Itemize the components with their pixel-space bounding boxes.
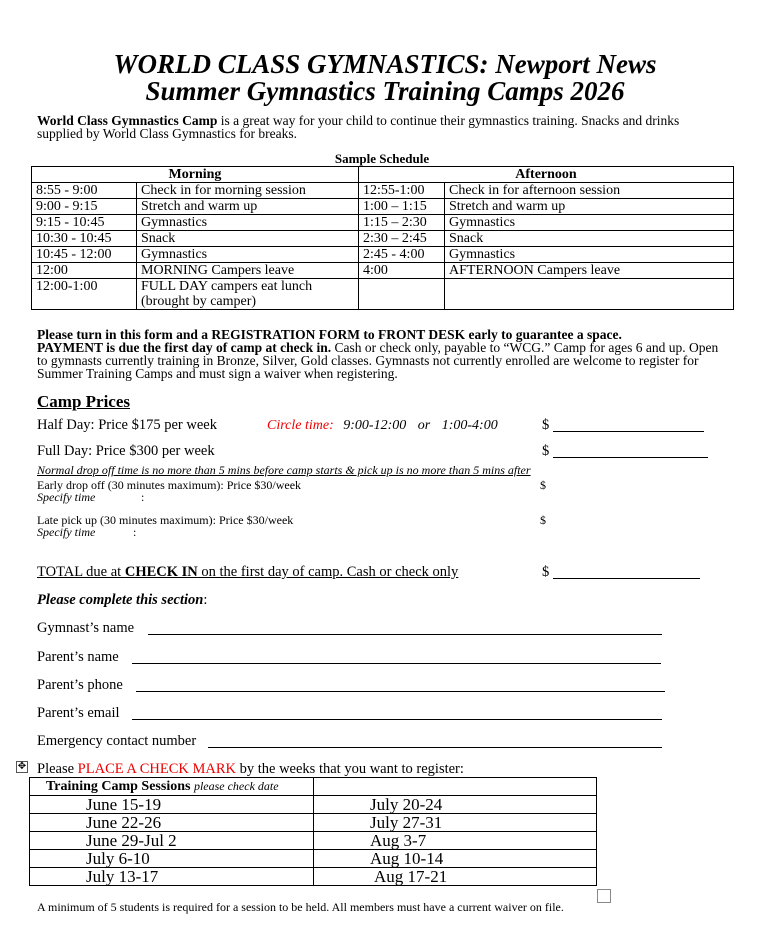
morning-time: 8:55 - 9:00 xyxy=(32,183,137,199)
full-day-price: Full Day: Price $300 per week xyxy=(37,443,215,459)
circle-or: or xyxy=(417,418,431,433)
morning-activity: MORNING Campers leave xyxy=(137,263,359,279)
afternoon-activity: Snack xyxy=(445,231,734,247)
schedule-title: Sample Schedule xyxy=(334,151,430,166)
week-option[interactable]: July 20-24 xyxy=(314,796,597,814)
afternoon-activity: Gymnastics xyxy=(445,247,734,263)
intro-text: is a great way for your child to continue their gymnastics training. Snacks and drinks supplied by World Class Gymnastics for breaks. xyxy=(37,113,680,141)
notice-bold-1: Please turn in this form and a REGISTRATION FORM to FRONT DESK early to guarantee a space. xyxy=(37,327,622,342)
dollar-sign: $ xyxy=(542,443,550,459)
total-post: on the first day of camp. Cash or check only xyxy=(197,564,459,580)
lunch-time: 12:00-1:00 xyxy=(32,279,137,310)
emergency-contact-label: Emergency contact number xyxy=(37,733,197,749)
sessions-header: Training Camp Sessions please check date xyxy=(30,778,314,796)
dollar-sign: $ xyxy=(542,564,550,580)
registration-notice xyxy=(37,328,732,380)
afternoon-time: 1:00 – 1:15 xyxy=(359,199,445,215)
page-subtitle: Summer Gymnastics Training Camps 2026 xyxy=(145,76,625,106)
afternoon-activity: Check in for afternoon session xyxy=(445,183,734,199)
table-row xyxy=(30,796,597,814)
circle-time-label: Circle time: xyxy=(267,418,334,433)
dollar-sign: $ xyxy=(540,513,546,527)
table-move-handle-icon[interactable]: ✥ xyxy=(17,761,27,772)
table-row xyxy=(32,183,734,199)
morning-activity: Stretch and warm up xyxy=(137,199,359,215)
circle-time xyxy=(267,418,498,434)
afternoon-time: 4:00 xyxy=(359,263,445,279)
morning-header: Morning xyxy=(32,167,359,183)
total-pre: TOTAL due at xyxy=(37,564,125,580)
early-dropoff-price: Early drop off (30 minutes maximum): Price $30/week xyxy=(37,478,302,492)
dollar-sign: $ xyxy=(542,417,550,433)
early-specify-time: Specify time xyxy=(37,490,96,504)
table-row xyxy=(30,850,597,868)
afternoon-activity: Gymnastics xyxy=(445,215,734,231)
week-option[interactable]: June 15-19 xyxy=(30,796,314,814)
late-time-colon[interactable]: : xyxy=(133,525,137,539)
afternoon-activity: Stretch and warm up xyxy=(445,199,734,215)
week-option[interactable]: July 13-17 xyxy=(30,868,314,886)
half-day-amount-field[interactable] xyxy=(553,431,704,432)
table-row xyxy=(32,215,734,231)
footer-note: A minimum of 5 students is required for a session to be held. All members must have a current waiver on file. xyxy=(37,900,564,914)
table-row xyxy=(32,199,734,215)
week-option[interactable]: June 22-26 xyxy=(30,814,314,832)
circle-option-afternoon[interactable]: 1:00-4:00 xyxy=(441,418,498,433)
table-row xyxy=(32,263,734,279)
parent-email-field[interactable] xyxy=(132,719,662,720)
intro-bold: World Class Gymnastics Camp xyxy=(37,113,218,128)
morning-time: 9:15 - 10:45 xyxy=(32,215,137,231)
afternoon-time: 2:30 – 2:45 xyxy=(359,231,445,247)
afternoon-time: 1:15 – 2:30 xyxy=(359,215,445,231)
notice-bold-2: PAYMENT is due the first day of camp at check in. xyxy=(37,340,332,355)
complete-section-heading: Please complete this section: xyxy=(37,592,208,608)
afternoon-header: Afternoon xyxy=(359,167,734,183)
morning-time: 10:45 - 12:00 xyxy=(32,247,137,263)
dollar-sign: $ xyxy=(540,478,546,492)
week-option[interactable]: July 27-31 xyxy=(314,814,597,832)
table-row xyxy=(32,279,734,310)
gymnast-name-field[interactable] xyxy=(148,634,662,635)
table-row xyxy=(30,814,597,832)
schedule-table xyxy=(31,166,734,310)
notice-text: Cash or check only, payable to “WCG.” Camp for ages 6 and up. Open to gymnasts currently training in Bronze, Silver, Gold classes. Gymnasts not currently enrolled are welcome to register for Summer Training Camps and must sign a waiver when registering. xyxy=(37,340,719,381)
table-row xyxy=(30,832,597,850)
morning-activity: Check in for morning session xyxy=(137,183,359,199)
half-day-price: Half Day: Price $175 per week xyxy=(37,417,217,433)
emergency-contact-field[interactable] xyxy=(208,747,662,748)
intro-paragraph xyxy=(37,114,727,140)
week-option[interactable]: July 6-10 xyxy=(30,850,314,868)
morning-activity: Snack xyxy=(137,231,359,247)
parent-name-field[interactable] xyxy=(132,663,661,664)
late-pickup-price: Late pick up (30 minutes maximum): Price $30/week xyxy=(37,513,294,527)
week-option[interactable]: June 29-Jul 2 xyxy=(30,832,314,850)
table-row xyxy=(32,231,734,247)
full-day-amount-field[interactable] xyxy=(553,457,708,458)
parent-phone-field[interactable] xyxy=(136,691,665,692)
morning-activity: Gymnastics xyxy=(137,215,359,231)
week-option[interactable]: Aug 3-7 xyxy=(314,832,597,850)
parent-name-label: Parent’s name xyxy=(37,649,119,665)
circle-option-morning[interactable]: 9:00-12:00 xyxy=(343,418,407,433)
morning-time: 9:00 - 9:15 xyxy=(32,199,137,215)
week-option[interactable]: Aug 17-21 xyxy=(314,868,597,886)
early-time-colon[interactable]: : xyxy=(141,490,145,504)
morning-activity: Gymnastics xyxy=(137,247,359,263)
morning-time: 12:00 xyxy=(32,263,137,279)
page-title: WORLD CLASS GYMNASTICS: Newport News xyxy=(113,49,657,79)
afternoon-activity: AFTERNOON Campers leave xyxy=(445,263,734,279)
sessions-table xyxy=(29,777,597,886)
total-due xyxy=(37,564,458,581)
morning-time: 10:30 - 10:45 xyxy=(32,231,137,247)
parent-email-label: Parent’s email xyxy=(37,705,120,721)
table-row xyxy=(30,868,597,886)
afternoon-time: 12:55-1:00 xyxy=(359,183,445,199)
week-option[interactable]: Aug 10-14 xyxy=(314,850,597,868)
late-specify-time: Specify time xyxy=(37,525,96,539)
afternoon-time: 2:45 - 4:00 xyxy=(359,247,445,263)
dropoff-note: Normal drop off time is no more than 5 mins before camp starts & pick up is no more than 5 mins after xyxy=(37,463,531,477)
total-amount-field[interactable] xyxy=(553,578,700,579)
table-row xyxy=(32,247,734,263)
table-resize-handle-icon[interactable] xyxy=(597,889,611,903)
parent-phone-label: Parent’s phone xyxy=(37,677,123,693)
gymnast-name-label: Gymnast’s name xyxy=(37,620,135,636)
total-bold: CHECK IN xyxy=(124,564,198,580)
checkmark-instruction: Please PLACE A CHECK MARK by the weeks that you want to register: xyxy=(37,761,464,777)
lunch-activity: FULL DAY campers eat lunch (brought by camper) xyxy=(137,279,359,310)
camp-prices-heading: Camp Prices xyxy=(37,392,131,411)
